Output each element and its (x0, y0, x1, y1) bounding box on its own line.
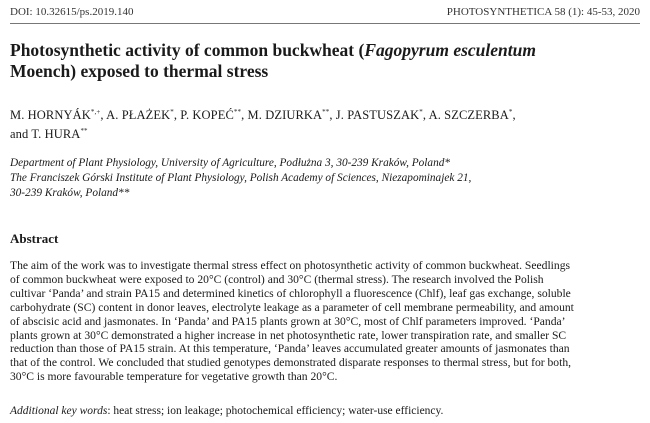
keywords-text: : heat stress; ion leakage; photochemical efficiency; water-use efficiency. (107, 405, 444, 417)
abstract-line: The aim of the work was to investigate thermal stress effect on photosynthetic activity of common buckwheat. Seedlings (10, 259, 571, 272)
author-plazek: , A. PŁAŻEK (100, 108, 171, 123)
author-hura: and T. HURA (10, 127, 81, 142)
author-hornyak: M. HORNYÁK (10, 108, 91, 123)
title-part2: Moench) exposed to thermal stress (10, 61, 269, 81)
abstract-line: 30°C is more favourable temperature for vegetative growth than 20°C. (10, 370, 338, 384)
author-pastuszak: , J. PASTUSZAK (329, 108, 420, 123)
abstract-line: carbohydrate (SC) content in donor leaves, electrolyte leakage as a parameter of cell membrane permeability, and amount (10, 300, 574, 314)
author-kopec: , P. KOPEĆ (173, 108, 234, 123)
abstract-heading: Abstract (10, 231, 59, 246)
abstract-line: of abscisic acid and jasmonates. In ‘Panda’ and PA15 plants grown at 30°C, most of Chlf parameters improved. ‘Panda’ (10, 314, 566, 328)
abstract-line: cultivar ‘Panda’ and strain PA15 and determined kinetics of chlorophyll a fluorescence (Chlf), leaf gas exchange, soluble (10, 286, 571, 300)
author-dziurka: , M. DZIURKA (241, 108, 323, 123)
abstract-line: of common buckwheat were exposed to 20°C (control) and 30°C (thermal stress). The research involved the Polish (10, 272, 544, 286)
header-rule (10, 23, 640, 24)
author-sup: ** (80, 127, 88, 136)
keywords (10, 405, 443, 417)
author-sup: ** (322, 108, 330, 116)
author-sup: *,+ (90, 108, 101, 116)
author-separator: , (512, 108, 516, 123)
author-szczerba: , A. SZCZERBA (422, 108, 509, 123)
doi-text: DOI: 10.32615/ps.2019.140 (10, 6, 134, 18)
author-sup: * (508, 108, 513, 116)
author-sup: ** (233, 108, 242, 116)
author-list (10, 104, 640, 142)
keywords-label: Additional key words (10, 405, 108, 417)
author-sup: * (419, 108, 423, 116)
abstract-body (10, 259, 642, 384)
affiliation-line: 30-239 Kraków, Poland** (10, 187, 130, 199)
author-sup: * (170, 108, 174, 116)
abstract-line: reduction than those of PA15 strain. At this temperature, ‘Panda’ leaves accumulated greater amounts of jasmonates than (10, 342, 570, 356)
affiliation-line: The Franciszek Górski Institute of Plant Physiology, Polish Academy of Sciences, Niezapominajek 21, (10, 172, 472, 184)
abstract-line: plants grown at 30°C demonstrated a higher increase in net photosynthetic rate, lower transpiration rate, and smaller SC (10, 328, 567, 342)
journal-citation: PHOTOSYNTHETICA 58 (1): 45-53, 2020 (446, 6, 640, 18)
affiliations (10, 156, 640, 201)
affiliation-line: Department of Plant Physiology, University of Agriculture, Podłużna 3, 30-239 Kraków, Poland* (10, 157, 451, 169)
article-title (10, 40, 620, 82)
title-part1: Photosynthetic activity of common buckwheat ( (10, 40, 365, 60)
abstract-line: that of the control. We concluded that studied genotypes demonstrated disparate responses to thermal stress, but for both, (10, 356, 572, 370)
title-species: Fagopyrum esculentum (364, 40, 536, 60)
